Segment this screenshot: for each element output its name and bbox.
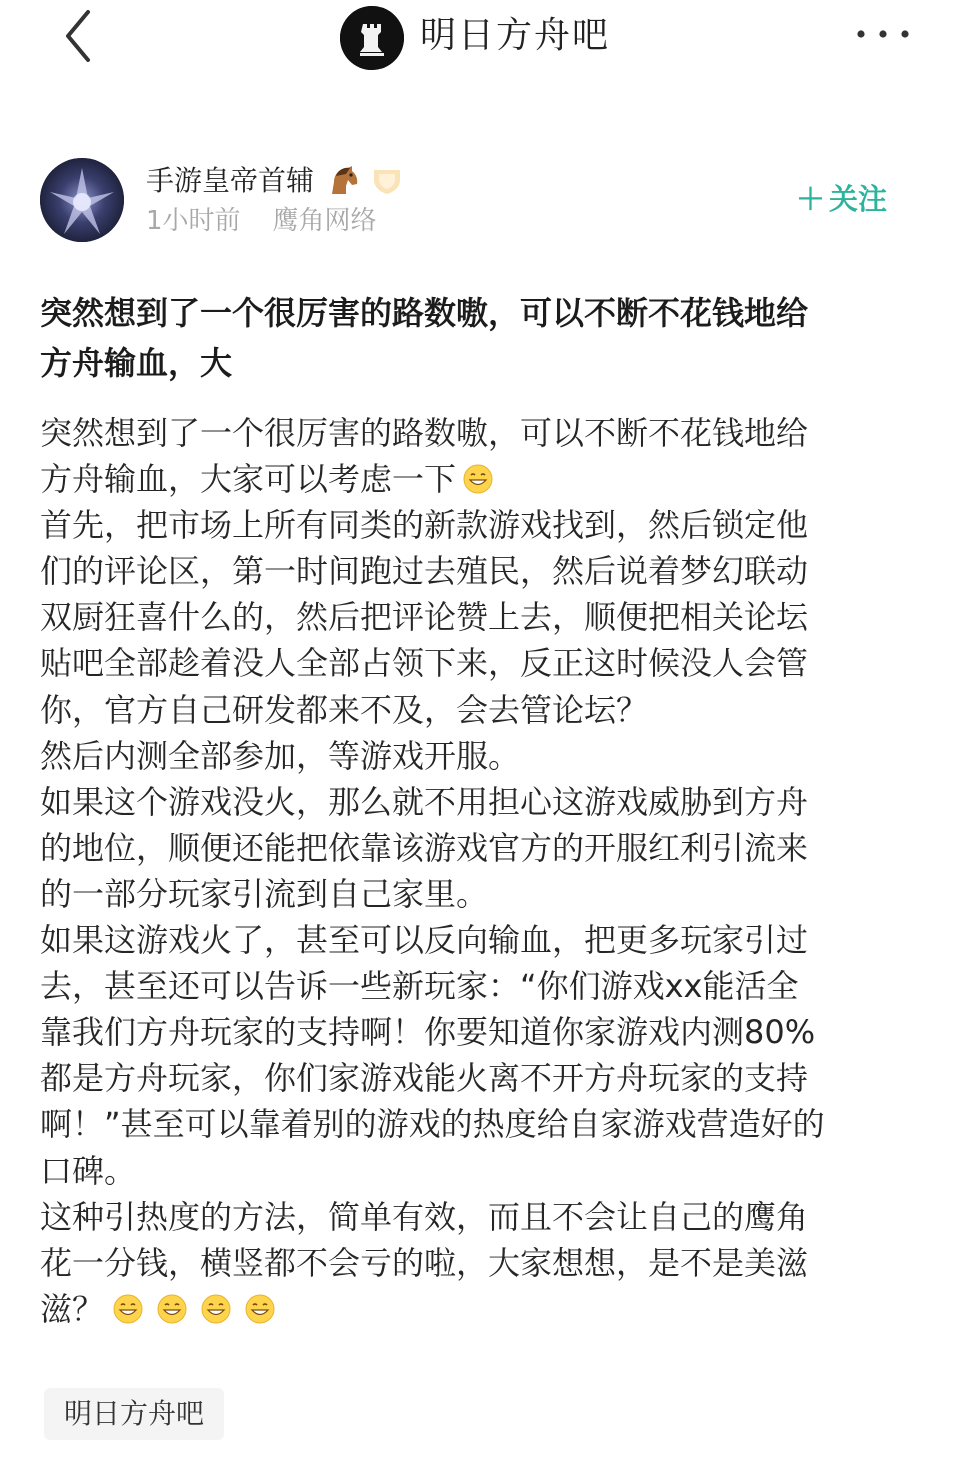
body-line-text: 方舟输血，大家可以考虑一下	[40, 460, 457, 499]
body-line: 然后内测全部参加，等游戏开服。	[40, 736, 521, 775]
level-badge-icon	[370, 164, 404, 196]
post-title	[40, 288, 910, 388]
forum-tag-button[interactable]: 明日方舟吧	[44, 1388, 224, 1440]
body-line: 花一分钱，横竖都不会亏的啦，大家想想，是不是美滋	[40, 1243, 809, 1282]
grin-emoji-icon	[244, 1293, 276, 1325]
post-source: 鹰角网络	[272, 206, 377, 236]
author-avatar[interactable]	[40, 158, 124, 242]
top-nav-bar	[0, 0, 960, 78]
horse-emoji-icon	[326, 164, 360, 196]
post-body	[40, 410, 916, 1332]
avatar-image	[40, 158, 124, 242]
grin-emoji-icon	[462, 463, 494, 495]
body-line: 如果这游戏火了，甚至可以反向输血，把更多玩家引过	[40, 921, 809, 960]
follow-button[interactable]	[796, 178, 887, 220]
chevron-left-icon	[54, 4, 102, 64]
author-name[interactable]: 手游皇帝首辅	[146, 164, 315, 197]
body-line: 的地位，顺便还能把依靠该游戏官方的开服红利引流来	[40, 828, 809, 867]
body-line-text: 滋？	[40, 1289, 105, 1328]
body-line: 如果这个游戏没火，那么就不用担心这游戏威胁到方舟	[40, 782, 809, 821]
grin-emoji-icon	[156, 1293, 188, 1325]
body-line: 口碑。	[40, 1151, 137, 1190]
body-line: 都是方舟玩家，你们家游戏能火离不开方舟玩家的支持	[40, 1059, 809, 1098]
post-meta	[146, 204, 377, 238]
follow-label: 关注	[829, 182, 888, 216]
post-title-line: 突然想到了一个很厉害的路数嗷，可以不断不花钱地给	[40, 294, 809, 332]
body-line: 去，甚至还可以告诉一些新玩家：“你们游戏xx能活全	[40, 967, 799, 1006]
body-line	[40, 1286, 916, 1332]
more-options-button[interactable]	[852, 14, 914, 54]
body-line: 的一部分玩家引流到自己家里。	[40, 874, 489, 913]
body-line: 你，官方自己研发都来不及，会去管论坛？	[40, 690, 649, 729]
grin-emoji-icon	[200, 1293, 232, 1325]
body-line: 这种引热度的方法，简单有效，而且不会让自己的鹰角	[40, 1197, 809, 1236]
body-line	[40, 456, 916, 502]
plus-icon: ＋	[796, 182, 826, 216]
rook-logo-icon	[340, 6, 404, 70]
body-line: 贴吧全部趁着没人全部占领下来，反正这时候没人会管	[40, 644, 809, 683]
body-line: 双厨狂喜什么的，然后把评论赞上去，顺便把相关论坛	[40, 598, 809, 637]
more-dots-icon	[852, 14, 914, 54]
back-button[interactable]	[54, 4, 102, 64]
body-line: 们的评论区，第一时间跑过去殖民，然后说着梦幻联动	[40, 552, 809, 591]
body-line: 突然想到了一个很厉害的路数嗷，可以不断不花钱地给	[40, 414, 809, 452]
grin-emoji-icon	[112, 1293, 144, 1325]
post-time: 1小时前	[146, 206, 241, 236]
body-line: 首先，把市场上所有同类的新款游戏找到，然后锁定他	[40, 506, 809, 545]
post-title-line: 方舟输血，大	[40, 344, 233, 382]
body-line: 靠我们方舟玩家的支持啊！你要知道你家游戏内测80%	[40, 1013, 816, 1052]
forum-title: 明日方舟吧	[420, 15, 611, 56]
body-line: 啊！”甚至可以靠着别的游戏的热度给自家游戏营造好的	[40, 1105, 825, 1144]
forum-logo[interactable]	[340, 6, 404, 70]
